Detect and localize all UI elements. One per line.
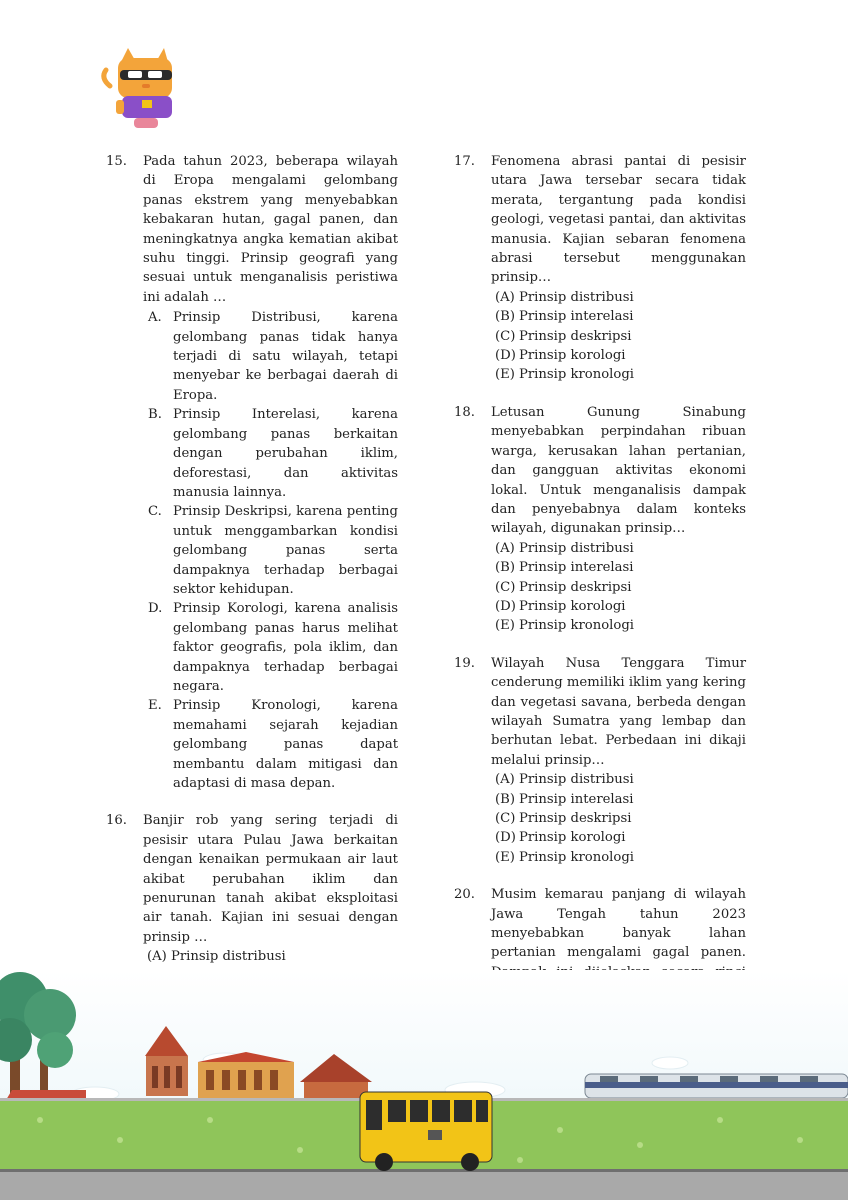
option-text: Prinsip distribusi: [171, 949, 286, 965]
option-label: (A): [495, 289, 515, 305]
option-label: A.: [148, 310, 162, 326]
question-number: 17.: [454, 154, 475, 169]
question-text: Fenomena abrasi pantai di pesisir utara Jawa tersebar secara tidak merata, tergantung pada kondisi geologi, vegetasi pantai, dan aktivitas manusia. Kajian sebaran fenomena abrasi tersebut menggunakan prinsip…: [491, 154, 746, 286]
question-17: [454, 152, 746, 385]
option-e[interactable]: [491, 616, 746, 635]
option-label: (E): [495, 367, 515, 383]
option-text: Prinsip deskripsi: [519, 328, 632, 344]
option-label: (B): [495, 560, 515, 576]
option-a[interactable]: [491, 539, 746, 558]
option-label: (E): [495, 849, 515, 865]
left-column: [106, 152, 398, 1062]
option-label: B.: [148, 407, 162, 423]
bus-icon: [360, 1092, 492, 1171]
option-text: Prinsip Distribusi, karena gelombang panas tidak hanya terjadi di satu wilayah, tetapi menyebar ke berbagai daerah di Eropa.: [173, 310, 398, 403]
option-d[interactable]: [491, 346, 746, 365]
option-text: Prinsip Interelasi, karena gelombang panas berkaitan dengan perubahan iklim, deforestasi, dan aktivitas manusia lainnya.: [173, 407, 398, 500]
question-15: [106, 152, 398, 793]
option-text: Prinsip interelasi: [519, 791, 634, 807]
option-text: Prinsip distribusi: [519, 540, 634, 556]
option-text: Prinsip kronologi: [519, 618, 634, 634]
option-label: D.: [148, 601, 163, 617]
option-c[interactable]: [491, 327, 746, 346]
option-text: Prinsip distribusi: [519, 772, 634, 788]
option-label: (D): [495, 348, 516, 364]
option-c[interactable]: [491, 578, 746, 597]
option-text: Prinsip interelasi: [519, 309, 634, 325]
option-label: (B): [495, 309, 515, 325]
question-number: 15.: [106, 154, 127, 169]
option-text: Prinsip korologi: [519, 598, 626, 614]
option-e[interactable]: [491, 365, 746, 384]
question-text: Letusan Gunung Sinabung menyebabkan perpindahan ribuan warga, kerusakan lahan pertanian, dan gangguan aktivitas ekonomi lokal. Untuk menganalisis dampak dan penyebabnya dalam konteks wilayah, digunakan prinsip…: [491, 404, 746, 537]
option-text: Prinsip distribusi: [519, 289, 634, 305]
option-label: (C): [495, 811, 516, 826]
option-b[interactable]: [143, 405, 398, 502]
option-text: Prinsip kronologi: [519, 849, 634, 865]
cat-mascot-icon: [98, 46, 184, 136]
option-label: (C): [495, 328, 516, 344]
option-label: (D): [495, 830, 516, 846]
option-d[interactable]: [143, 599, 398, 696]
option-label: E.: [148, 698, 162, 714]
option-label: (D): [495, 598, 516, 614]
option-text: Prinsip kronologi: [519, 367, 634, 383]
option-label: C.: [148, 504, 162, 520]
question-number: 19.: [454, 655, 475, 671]
option-c[interactable]: [143, 502, 398, 599]
option-label: (E): [495, 618, 515, 634]
question-text: Musim kemarau panjang di wilayah Jawa Tengah tahun 2023 menyebabkan banyak lahan pertanian mengalami gagal panen.: [491, 887, 746, 961]
option-label: (B): [495, 791, 515, 807]
question-number: 18.: [454, 404, 475, 420]
option-label: (A): [495, 540, 515, 556]
option-d[interactable]: [491, 597, 746, 616]
option-e[interactable]: [143, 696, 398, 793]
option-text: Prinsip korologi: [519, 348, 626, 364]
option-text: Prinsip deskripsi: [519, 579, 632, 595]
option-label: (A): [495, 772, 515, 788]
option-text: Prinsip Deskripsi, karena penting untuk menggambarkan kondisi gelombang panas serta dampaknya terhadap berbagai sektor kehidupan.: [173, 504, 398, 597]
option-b[interactable]: [491, 790, 746, 809]
option-label: (A): [147, 949, 167, 965]
option-d[interactable]: [491, 828, 746, 847]
question-19: [454, 654, 746, 867]
option-text: Prinsip Korologi, karena analisis gelombang panas harus melihat faktor geografis, pola iklim, dan dampaknya terhadap berbagai negara.: [173, 601, 398, 694]
option-text: Prinsip Kronologi, karena memahami sejarah kejadian gelombang panas dapat membantu dalam mitigasi dan adaptasi di masa depan.: [173, 698, 398, 791]
question-text: Wilayah Nusa Tenggara Timur cenderung memiliki iklim yang kering dan vegetasi savana, berbeda dengan wilayah Sumatra yang lembap dan berhutan lebat. Perbedaan ini dikaji melalui prinsip…: [491, 655, 746, 768]
option-text: Prinsip korologi: [519, 830, 626, 846]
cloud-icon: [652, 1057, 688, 1069]
option-a[interactable]: [143, 947, 398, 966]
option-label: (C): [495, 579, 516, 595]
option-b[interactable]: [491, 558, 746, 577]
question-text: Pada tahun 2023, beberapa wilayah di Eropa mengalami gelombang panas ekstrem yang menyebabkan kebakaran hutan, gagal panen, dan meningkatnya angka kematian akibat suhu tinggi. Prinsip geografi yang sesuai untuk menganalisis peristiwa ini adalah …: [143, 154, 398, 305]
option-a[interactable]: [143, 308, 398, 405]
city-scene-illustration: [0, 970, 848, 1200]
right-column: [454, 152, 746, 1097]
option-text: Prinsip deskripsi: [519, 811, 632, 826]
option-text: Prinsip interelasi: [519, 560, 634, 576]
question-text: Banjir rob yang sering terjadi di pesisir utara Pulau Jawa berkaitan dengan kenaikan permukaan air laut akibat perubahan iklim dan penurunan tanah akibat eksploitasi air tanah. Kajian ini sesuai dengan prinsip …: [143, 813, 398, 945]
question-18: [454, 403, 746, 636]
option-a[interactable]: [491, 770, 746, 789]
option-a[interactable]: [491, 288, 746, 307]
option-c[interactable]: [491, 809, 746, 828]
question-number: 20.: [454, 887, 475, 903]
train-icon: [585, 1074, 848, 1098]
option-b[interactable]: [491, 307, 746, 326]
question-number: 16.: [106, 813, 127, 829]
option-e[interactable]: [491, 848, 746, 867]
